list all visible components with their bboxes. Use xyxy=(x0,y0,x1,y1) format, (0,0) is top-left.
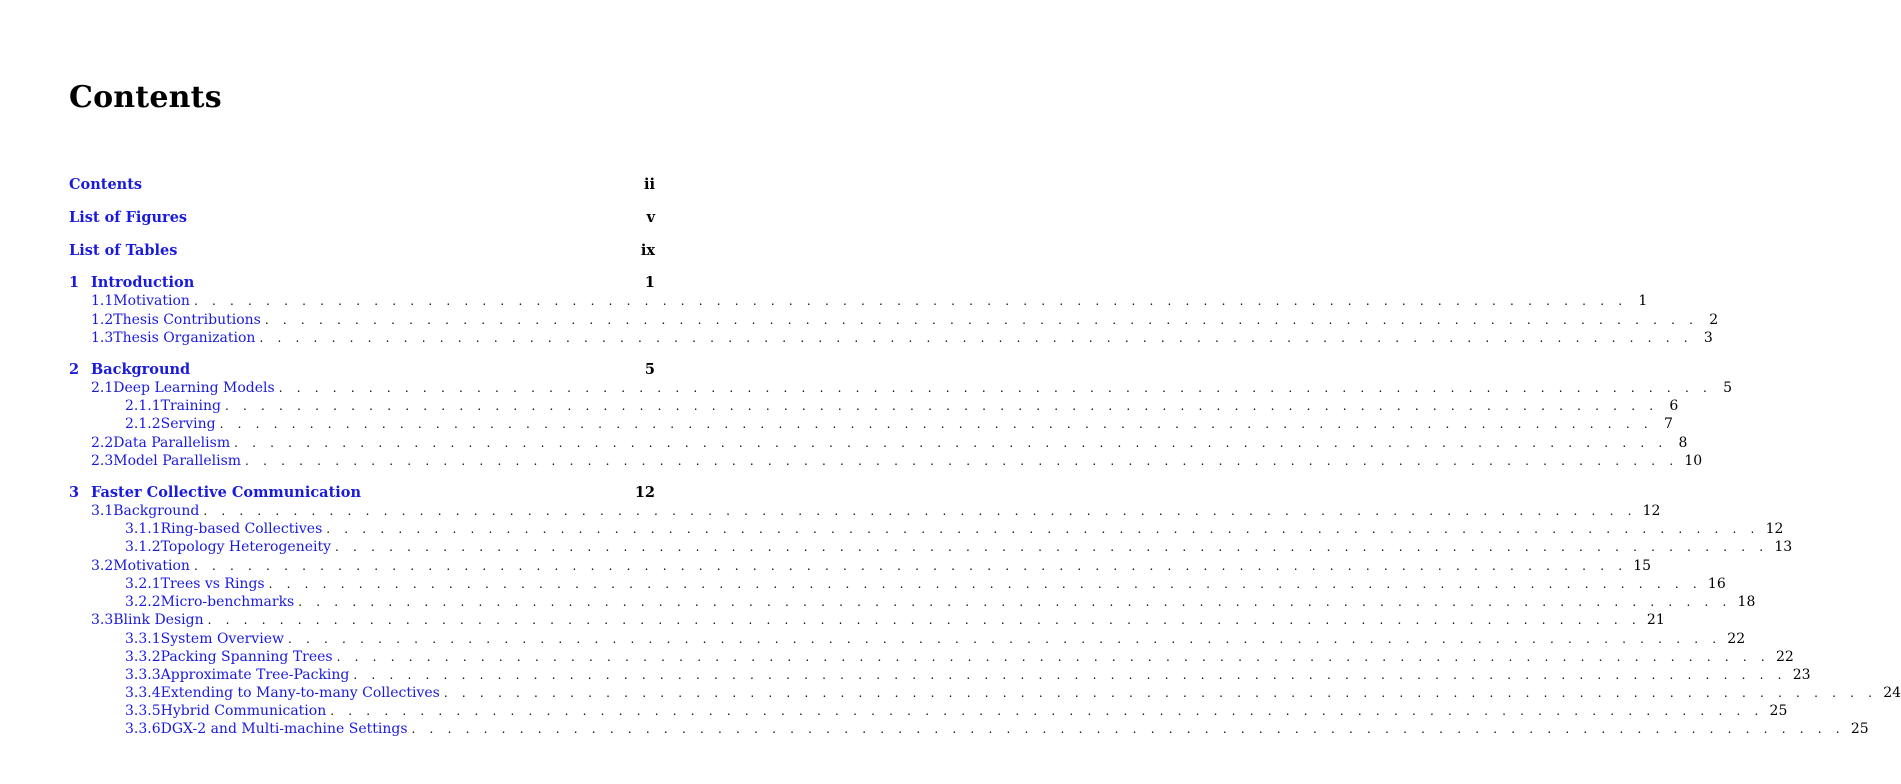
dot-leader: . . . . . . . . . . . . . . . . . . . . . . . . . . . . . . . . . . . . . . . . . . . . . . . . . . . . . . . . . . . . . . . . . . . . . . . . . . . . . . . . xyxy=(224,399,1659,413)
dot-leader: . . . . . . . . . . . . . . . . . . . . . . . . . . . . . . . . . . . . . . . . . . . . . . . . . . . . . . . . . . . . . . . . . . . . . . . . . . . . . . . . xyxy=(264,313,1699,327)
toc-page-number: 25 xyxy=(1850,721,1869,737)
toc-entry-title[interactable]: Background xyxy=(113,503,200,519)
toc-page-number: 12 xyxy=(1765,521,1784,537)
toc-page-number: 24 xyxy=(1883,685,1901,701)
toc-page-number: 5 xyxy=(644,361,655,378)
toc-entry-number[interactable]: 3.2.2 xyxy=(125,594,161,610)
dot-leader: . . . . . . . . . . . . . . . . . . . . . . . . . . . . . . . . . . . . . . . . . . . . . . . . . . . . . . . . . . . . . . . . . . . . . . . . . . . . . . . . xyxy=(330,704,1764,718)
toc-entry-title[interactable]: Thesis Contributions xyxy=(113,312,261,328)
toc-entry-title[interactable]: Model Parallelism xyxy=(113,453,242,469)
dot-leader: . . . . . . . . . . . . . . . . . . . . . . . . . . . . . . . . . . . . . . . . . . . . . . . . . . . . . . . . . . . . . . . . . . . . . . . . . . . . . . . . xyxy=(411,722,1845,736)
toc-entry-title[interactable]: List of Tables xyxy=(69,242,178,259)
toc-entry[interactable] xyxy=(69,684,1901,702)
toc-entry-number[interactable]: 2.3 xyxy=(91,453,114,469)
dot-leader: . . . . . . . . . . . . . . . . . . . . . . . . . . . . . . . . . . . . . . . . . . . . . . . . . . . . . . . . . . . . . . . . . . . . . . . . . . . . . . . . xyxy=(326,522,1760,536)
toc-entry[interactable] xyxy=(69,415,1673,433)
dot-leader: . . . . . . . . . . . . . . . . . . . . . . . . . . . . . . . . . . . . . . . . . . . . . . . . . . . . . . . . . . . . . . . . . . . . . . . . . . . . . . . . xyxy=(259,331,1693,345)
toc-entry-number[interactable]: 2 xyxy=(69,361,80,378)
toc-entry-number[interactable]: 3.3.1 xyxy=(125,631,161,647)
toc-entry-number[interactable]: 1.1 xyxy=(91,293,114,309)
toc-entry[interactable] xyxy=(69,329,1713,347)
toc-entry[interactable] xyxy=(69,575,1726,593)
toc-entry-number[interactable]: 2.2 xyxy=(91,435,114,451)
dot-leader: . . . . . . . . . . . . . . . . . . . . . . . . . . . . . . . . . . . . . . . . . . . . . . . . . . . . . . . . . . . . . . . . . . . . . . . . . . . . . . . . xyxy=(287,632,1722,646)
page-title: Contents xyxy=(69,80,222,115)
toc-entry[interactable] xyxy=(69,666,1811,684)
toc-page-number: 21 xyxy=(1646,612,1665,628)
toc-entry-title[interactable]: Faster Collective Communication xyxy=(91,484,361,501)
dot-leader: . . . . . . . . . . . . . . . . . . . . . . . . . . . . . . . . . . . . . . . . . . . . . . . . . . . . . . . . . . . . . . . . . . . . . . . . . . . . . . . . xyxy=(207,613,1641,627)
toc-page-number: 8 xyxy=(1678,435,1688,451)
toc-entry[interactable] xyxy=(69,538,1793,556)
toc-entry-number[interactable]: 3.3.4 xyxy=(125,685,161,701)
dot-leader: . . . . . . . . . . . . . . . . . . . . . . . . . . . . . . . . . . . . . . . . . . . . . . . . . . . . . . . . . . . . . . . . . . . . . . . . . . . . . . . . xyxy=(298,595,1732,609)
toc-entry[interactable] xyxy=(69,274,655,292)
toc-entry-title[interactable]: Hybrid Communication xyxy=(160,703,327,719)
toc-entry-number[interactable]: 3.3.6 xyxy=(125,721,161,737)
toc-page-number: ix xyxy=(640,242,655,259)
toc-entry-title[interactable]: Micro-benchmarks xyxy=(160,594,295,610)
toc-entry-title[interactable]: Serving xyxy=(160,416,216,432)
toc-page-number: 13 xyxy=(1774,539,1793,555)
toc-entry[interactable] xyxy=(69,502,1661,520)
dot-leader: . . . . . . . . . . . . . . . . . . . . . . . . . . . . . . . . . . . . . . . . . . . . . . . . . . . . . . . . . . . . . . . . . . . . . . . . . . . . . . . . xyxy=(268,577,1702,591)
toc-page-number: v xyxy=(646,209,655,226)
toc-entry[interactable] xyxy=(69,292,1648,310)
toc-entry-number[interactable]: 2.1.1 xyxy=(125,398,161,414)
toc-entry-number[interactable]: 3 xyxy=(69,484,80,501)
toc-entry-title[interactable]: Blink Design xyxy=(113,612,204,628)
toc-entry[interactable] xyxy=(69,484,655,502)
toc-entry[interactable] xyxy=(69,379,1733,397)
toc-page-number: 22 xyxy=(1775,649,1794,665)
toc-entry[interactable] xyxy=(69,557,1652,575)
toc-page-number: 12 xyxy=(1642,503,1661,519)
dot-leader: . . . . . . . . . . . . . . . . . . . . . . . . . . . . . . . . . . . . . . . . . . . . . . . . . . . . . . . . . . . . . . . . . . . . . . . . . . . . . . . . xyxy=(193,559,1628,573)
toc-entry-number[interactable]: 3.2.1 xyxy=(125,576,161,592)
toc-page-number: 2 xyxy=(1709,312,1719,328)
toc-entry-title[interactable]: Motivation xyxy=(113,558,190,574)
toc-entry-title[interactable]: Training xyxy=(160,398,221,414)
dot-leader: . . . . . . . . . . . . . . . . . . . . . . . . . . . . . . . . . . . . . . . . . . . . . . . . . . . . . . . . . . . . . . . . . . . . . . . . . . . . . . . . xyxy=(234,436,1668,450)
toc-page-number: 3 xyxy=(1703,330,1713,346)
toc-page-number: 12 xyxy=(634,484,655,501)
dot-leader: . . . . . . . . . . . . . . . . . . . . . . . . . . . . . . . . . . . . . . . . . . . . . . . . . . . . . . . . . . . . . . . . . . . . . . . . . . . . . . . . xyxy=(443,686,1878,700)
toc-entry[interactable] xyxy=(69,720,1869,738)
toc-entry-title[interactable]: Extending to Many-to-many Collectives xyxy=(160,685,440,701)
toc-page-number: 22 xyxy=(1727,631,1746,647)
toc-entry-number[interactable]: 2.1 xyxy=(91,380,114,396)
toc-entry-number[interactable]: 3.3.2 xyxy=(125,649,161,665)
toc-entry-title[interactable]: DGX-2 and Multi-machine Settings xyxy=(160,721,408,737)
toc-entry-title[interactable]: Approximate Tree-Packing xyxy=(160,667,350,683)
toc-entry[interactable] xyxy=(69,209,655,227)
toc-entry-number[interactable]: 1.2 xyxy=(91,312,114,328)
toc-page-number: 18 xyxy=(1737,594,1756,610)
toc-entry[interactable] xyxy=(69,702,1788,720)
toc-page-number: 1 xyxy=(1638,293,1648,309)
dot-leader: . . . . . . . . . . . . . . . . . . . . . . . . . . . . . . . . . . . . . . . . . . . . . . . . . . . . . . . . . . . . . . . . . . . . . . . . . . . . . . . . xyxy=(278,381,1713,395)
toc-entry-title[interactable]: Topology Heterogeneity xyxy=(160,539,332,555)
toc-entry-number[interactable]: 1.3 xyxy=(91,330,114,346)
toc-entry[interactable] xyxy=(69,311,1719,329)
toc-entry-number[interactable]: 2.1.2 xyxy=(125,416,161,432)
toc-page-number: 25 xyxy=(1769,703,1788,719)
toc-page-number: 5 xyxy=(1723,380,1733,396)
toc-entry-number[interactable]: 3.1.2 xyxy=(125,539,161,555)
dot-leader: . . . . . . . . . . . . . . . . . . . . . . . . . . . . . . . . . . . . . . . . . . . . . . . . . . . . . . . . . . . . . . . . . . . . . . . . . . . . . . . . xyxy=(353,668,1787,682)
toc-entry[interactable] xyxy=(69,611,1665,629)
toc-page-number: 23 xyxy=(1792,667,1811,683)
toc-page-number: 10 xyxy=(1684,453,1703,469)
toc-entry[interactable] xyxy=(69,520,1784,538)
dot-leader: . . . . . . . . . . . . . . . . . . . . . . . . . . . . . . . . . . . . . . . . . . . . . . . . . . . . . . . . . . . . . . . . . . . . . . . . . . . . . . . . xyxy=(203,504,1637,518)
dot-leader: . . . . . . . . . . . . . . . . . . . . . . . . . . . . . . . . . . . . . . . . . . . . . . . . . . . . . . . . . . . . . . . . . . . . . . . . . . . . . . . . xyxy=(335,540,1769,554)
dot-leader: . . . . . . . . . . . . . . . . . . . . . . . . . . . . . . . . . . . . . . . . . . . . . . . . . . . . . . . . . . . . . . . . . . . . . . . . . . . . . . . . xyxy=(245,454,1679,468)
toc-page-number: 16 xyxy=(1707,576,1726,592)
toc-entry[interactable] xyxy=(69,593,1756,611)
toc-entry-title[interactable]: Introduction xyxy=(91,274,195,291)
toc-entry[interactable] xyxy=(69,648,1794,666)
toc-entry-title[interactable]: Packing Spanning Trees xyxy=(160,649,333,665)
toc-entry[interactable] xyxy=(69,242,655,260)
toc-entry-number[interactable]: 3.3.5 xyxy=(125,703,161,719)
toc-entry[interactable] xyxy=(69,630,1746,648)
toc-page-number: ii xyxy=(643,176,655,193)
toc-entry-number[interactable]: 1 xyxy=(69,274,80,291)
toc-entry[interactable] xyxy=(69,361,655,379)
toc-page-number: 6 xyxy=(1669,398,1679,414)
toc-entry-title[interactable]: Ring-based Collectives xyxy=(160,521,323,537)
toc-entry[interactable] xyxy=(69,176,655,194)
toc-entry-number[interactable]: 3.1.1 xyxy=(125,521,161,537)
toc-entry[interactable] xyxy=(69,397,1679,415)
toc-entry[interactable] xyxy=(69,452,1703,470)
toc-entry-title[interactable]: Motivation xyxy=(113,293,190,309)
toc-page-number: 1 xyxy=(644,274,655,291)
toc-entry-title[interactable]: System Overview xyxy=(160,631,284,647)
toc-entry-number[interactable]: 3.3 xyxy=(91,612,114,628)
toc-entry-number[interactable]: 3.1 xyxy=(91,503,114,519)
toc-entry-title[interactable]: Background xyxy=(91,361,191,378)
toc-entry-number[interactable]: 3.2 xyxy=(91,558,114,574)
toc-entry-title[interactable]: Thesis Organization xyxy=(113,330,256,346)
toc-page-number: 7 xyxy=(1663,416,1673,432)
toc-entry-title[interactable]: Trees vs Rings xyxy=(160,576,265,592)
toc-entry-number[interactable]: 3.3.3 xyxy=(125,667,161,683)
toc-entry[interactable] xyxy=(69,434,1688,452)
toc-entry-title[interactable]: Data Parallelism xyxy=(113,435,231,451)
dot-leader: . . . . . . . . . . . . . . . . . . . . . . . . . . . . . . . . . . . . . . . . . . . . . . . . . . . . . . . . . . . . . . . . . . . . . . . . . . . . . . . . xyxy=(219,417,1653,431)
dot-leader: . . . . . . . . . . . . . . . . . . . . . . . . . . . . . . . . . . . . . . . . . . . . . . . . . . . . . . . . . . . . . . . . . . . . . . . . . . . . . . . . xyxy=(193,294,1628,308)
toc-page-number: 15 xyxy=(1633,558,1652,574)
toc-entry-title[interactable]: Deep Learning Models xyxy=(113,380,275,396)
toc-entry-title[interactable]: List of Figures xyxy=(69,209,188,226)
dot-leader: . . . . . . . . . . . . . . . . . . . . . . . . . . . . . . . . . . . . . . . . . . . . . . . . . . . . . . . . . . . . . . . . . . . . . . . . . . . . . . . . xyxy=(336,650,1770,664)
toc-entry-title[interactable]: Contents xyxy=(69,176,143,193)
